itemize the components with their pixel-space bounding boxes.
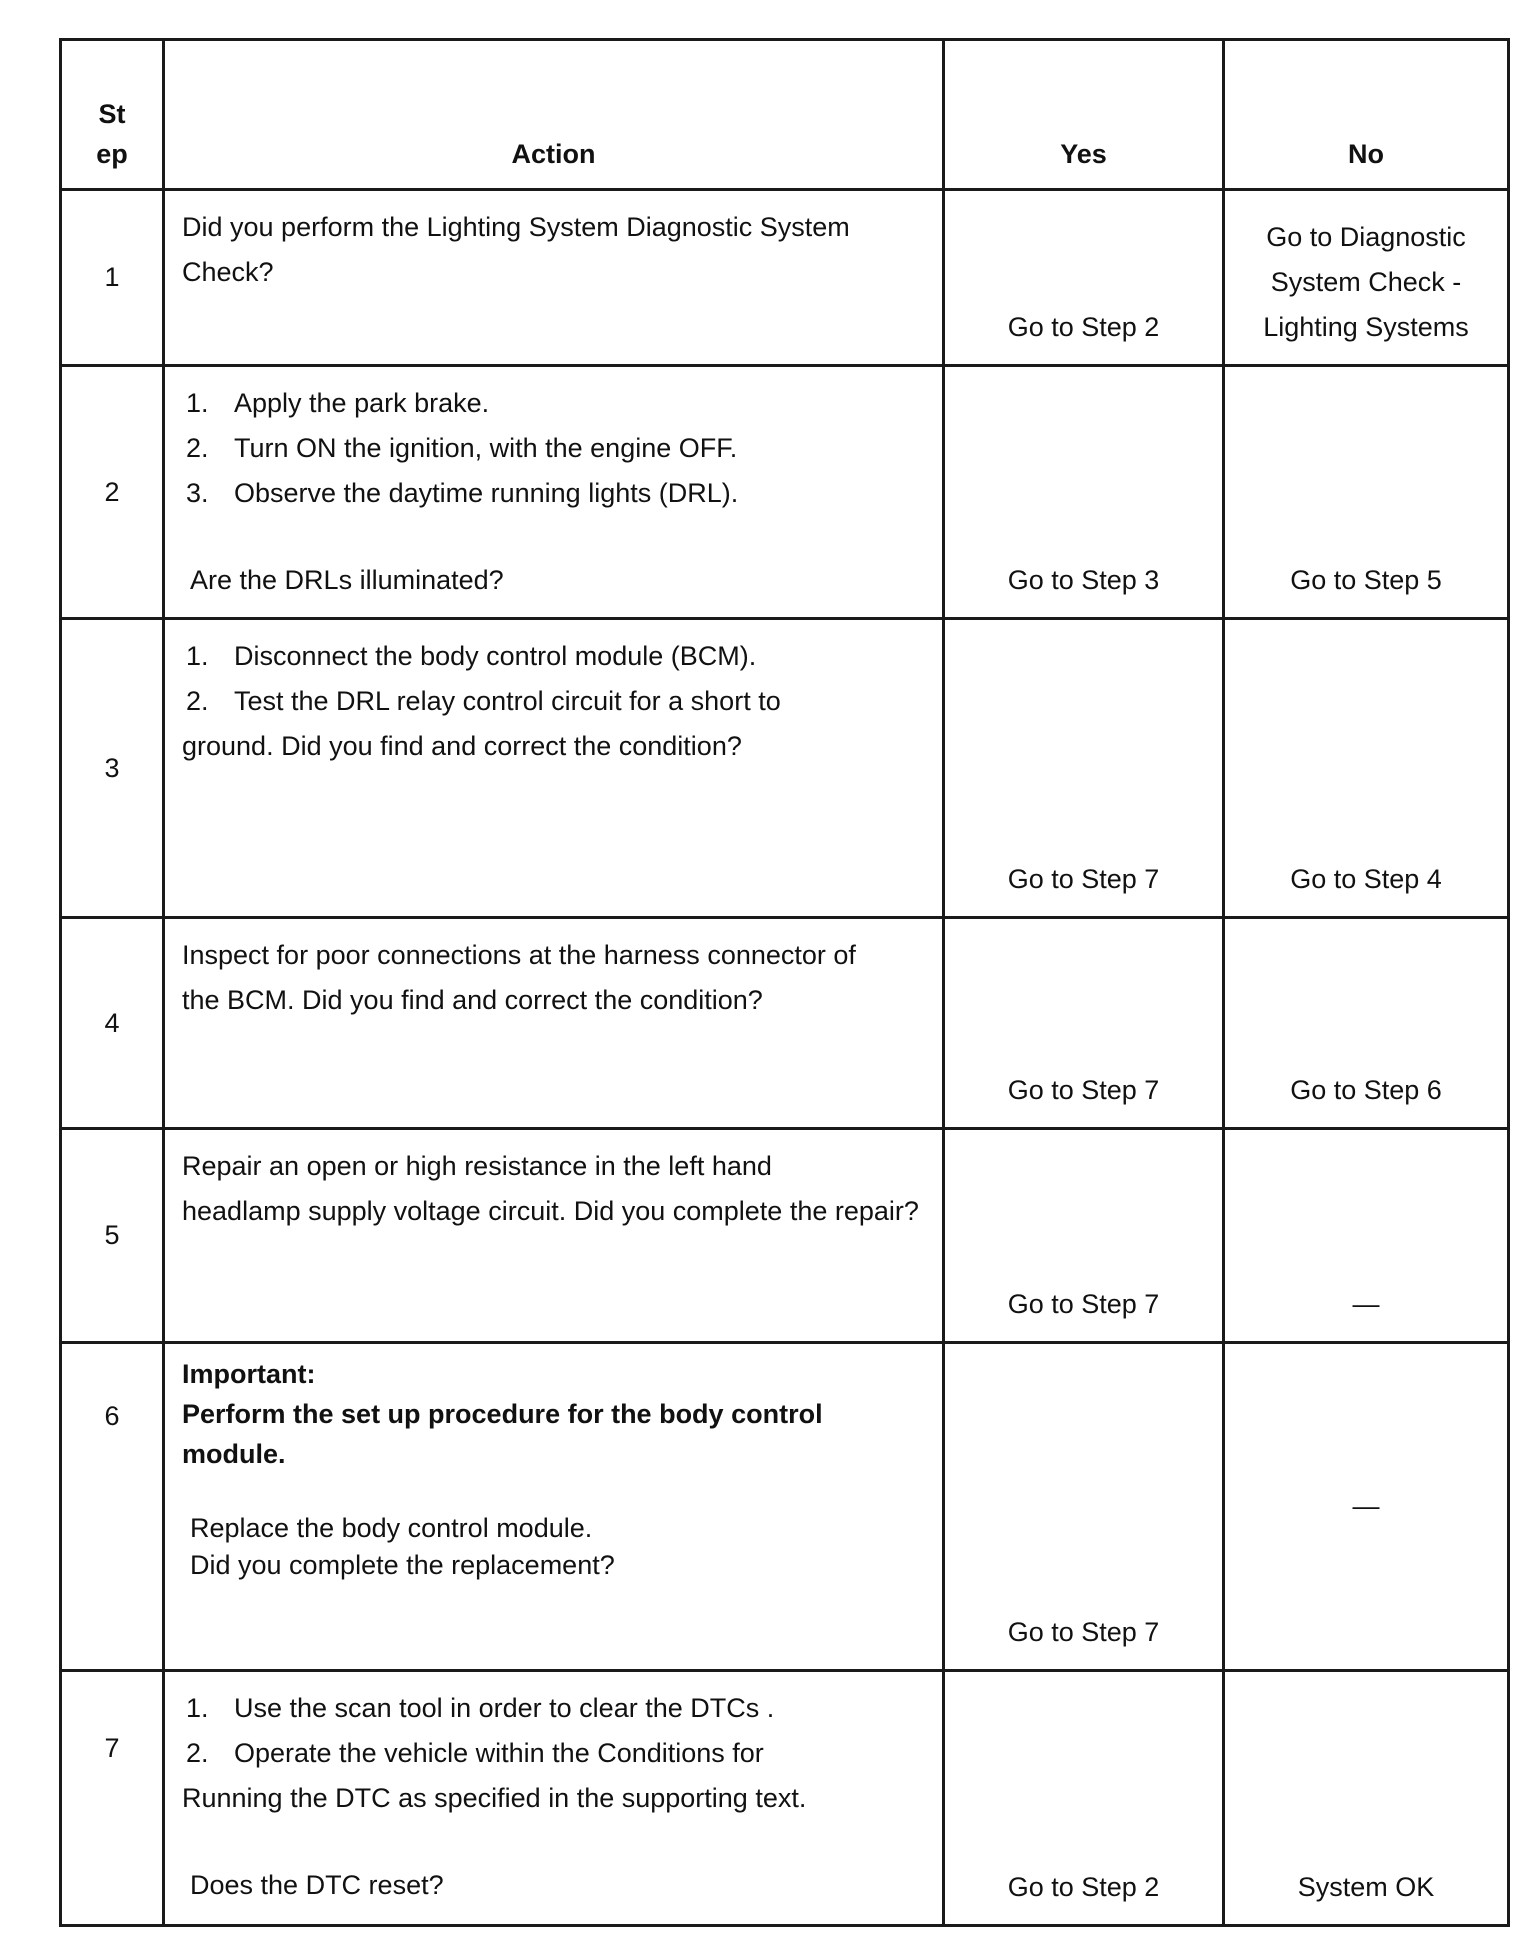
action-text: ground. Did you find and correct the condition?	[182, 731, 742, 761]
no-cell: System OK	[1224, 1671, 1509, 1926]
yes-cell: Go to Step 3	[944, 366, 1224, 619]
no-cell: Go to Step 5	[1224, 366, 1509, 619]
table-row	[61, 1671, 1509, 1926]
step-number: 7	[61, 1671, 164, 1926]
question-text: Are the DRLs illuminated?	[190, 565, 504, 595]
header-no: No	[1224, 40, 1509, 190]
important-label: Important:	[182, 1359, 316, 1389]
yes-cell: Go to Step 2	[944, 1671, 1224, 1926]
action-text: headlamp supply voltage circuit. Did you complete the repair?	[182, 1196, 919, 1226]
list-item: 2. Turn ON the ignition, with the engine OFF.	[186, 433, 738, 463]
action-text: Running the DTC as specified in the supporting text.	[182, 1783, 807, 1813]
list-item: 2. Test the DRL relay control circuit for a short to	[186, 686, 781, 716]
table-row	[61, 1129, 1509, 1343]
action-text: Check?	[182, 257, 274, 287]
no-cell: Go to Step 6	[1224, 918, 1509, 1129]
table-row	[61, 366, 1509, 619]
no-cell: —	[1224, 1129, 1509, 1343]
action-text: Replace the body control module.	[190, 1513, 593, 1543]
action-text: Did you perform the Lighting System Diagnostic System	[182, 212, 850, 242]
diagnostic-table	[59, 38, 1510, 1927]
no-cell: Go to Diagnostic System Check - Lighting Systems	[1224, 190, 1509, 366]
action-cell	[164, 918, 944, 1129]
question-text: Did you complete the replacement?	[190, 1550, 615, 1580]
step-number: 3	[61, 619, 164, 918]
header-action: Action	[164, 40, 944, 190]
step-number: 1	[61, 190, 164, 366]
no-cell: Go to Step 4	[1224, 619, 1509, 918]
action-cell	[164, 366, 944, 619]
action-cell	[164, 1343, 944, 1671]
yes-cell: Go to Step 7	[944, 918, 1224, 1129]
table-row	[61, 619, 1509, 918]
step-number: 2	[61, 366, 164, 619]
list-item: 3. Observe the daytime running lights (DRL).	[186, 478, 739, 508]
action-cell	[164, 619, 944, 918]
important-text: Perform the set up procedure for the body control	[182, 1399, 823, 1429]
step-number: 5	[61, 1129, 164, 1343]
list-item: 2. Operate the vehicle within the Conditions for	[186, 1738, 764, 1768]
step-number: 6	[61, 1343, 164, 1671]
important-text: module.	[182, 1439, 286, 1469]
question-text: Does the DTC reset?	[190, 1870, 444, 1900]
list-item: 1. Disconnect the body control module (BCM).	[186, 641, 757, 671]
action-cell	[164, 1671, 944, 1926]
list-item: 1. Use the scan tool in order to clear the DTCs .	[186, 1693, 775, 1723]
action-text: the BCM. Did you find and correct the condition?	[182, 985, 763, 1015]
header-step: St ep	[61, 40, 164, 190]
list-item: 1. Apply the park brake.	[186, 388, 490, 418]
yes-cell: Go to Step 7	[944, 619, 1224, 918]
action-cell	[164, 190, 944, 366]
yes-cell: Go to Step 2	[944, 190, 1224, 366]
table-row	[61, 190, 1509, 366]
table-row	[61, 1343, 1509, 1671]
action-cell	[164, 1129, 944, 1343]
no-cell: —	[1224, 1343, 1509, 1671]
action-text: Repair an open or high resistance in the left hand	[182, 1151, 772, 1181]
yes-cell: Go to Step 7	[944, 1129, 1224, 1343]
header-yes: Yes	[944, 40, 1224, 190]
step-number: 4	[61, 918, 164, 1129]
header-row	[61, 40, 1509, 190]
yes-cell: Go to Step 7	[944, 1343, 1224, 1671]
action-text: Inspect for poor connections at the harness connector of	[182, 940, 856, 970]
table-row	[61, 918, 1509, 1129]
